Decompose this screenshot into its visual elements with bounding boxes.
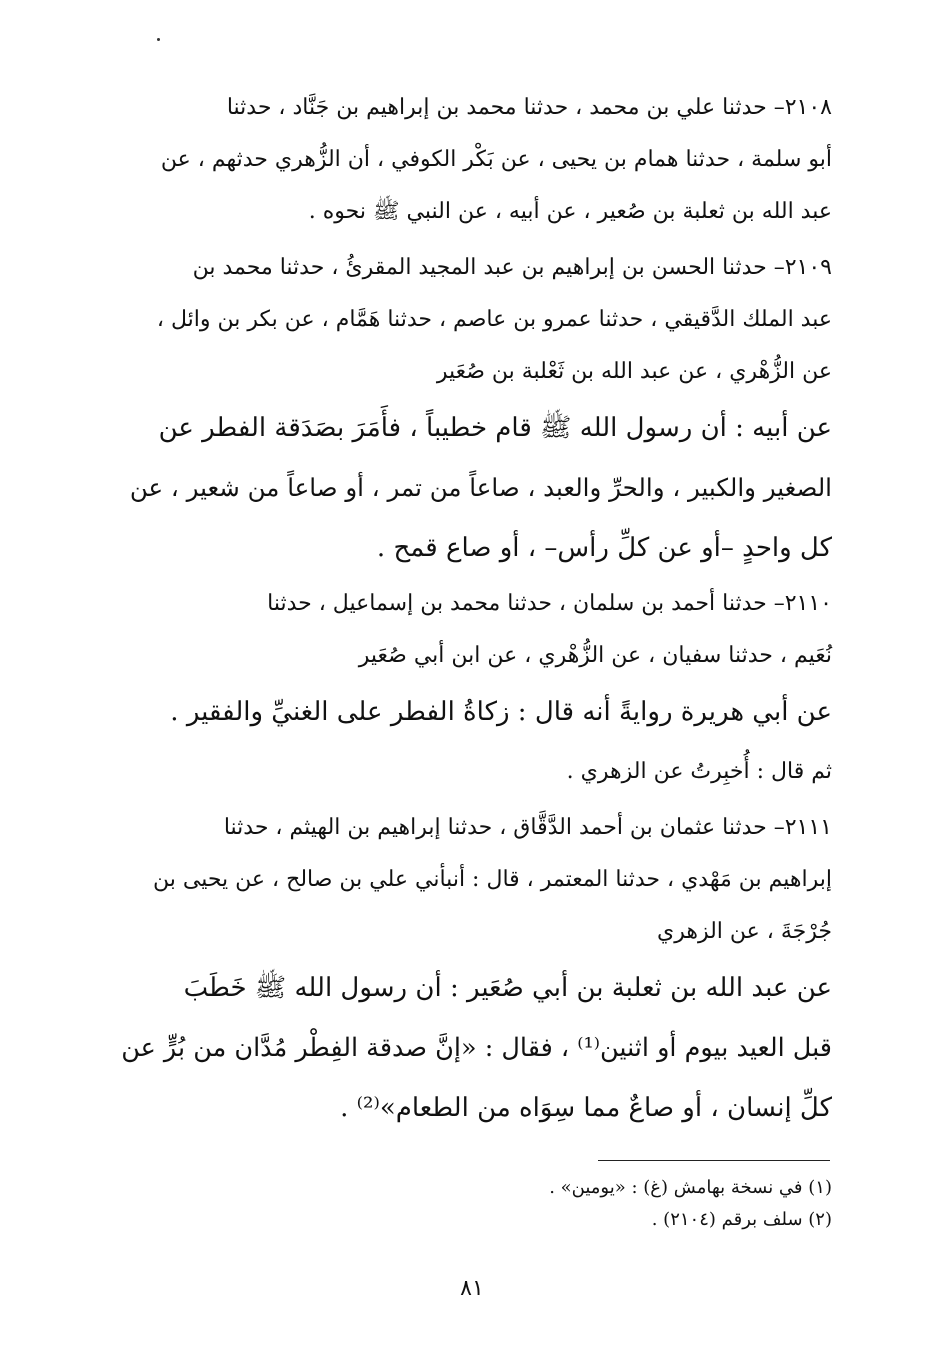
footnote-1: (١) في نسخة بهامش (غ) : «يومين» . (549, 1177, 832, 1198)
hadith-2109-matn (120, 398, 832, 578)
hadith-2109-isnad (120, 242, 832, 398)
text-line: عن عبد الله بن ثعلبة بن أبي صُعَير : أن رسول الله ﷺ خَطَبَ (183, 973, 832, 1003)
hadith-2110-note (120, 746, 832, 798)
hadith-2110-isnad (120, 578, 832, 682)
hadith-2111-matn (120, 958, 832, 1138)
text-line: الصغير والكبير ، والحرِّ والعبد ، صاعاً من تمر ، أو صاعاً من شعير ، عن (129, 473, 832, 502)
page-number: ٨١ (460, 1276, 484, 1301)
hadith-2111-isnad (120, 802, 832, 958)
text-line: ٢١٠٨– حدثنا علي بن محمد ، حدثنا محمد بن إبراهيم بن جَنَّاد ، حدثنا (226, 95, 832, 120)
footnote-2: (٢) سلف برقم (٢١٠٤) . (651, 1209, 832, 1230)
text-line: كل واحدٍ –أو عن كلِّ رأس– ، أو صاع قمح . (376, 533, 832, 563)
text-line: عبد الله بن ثعلبة بن صُعير ، عن أبيه ، عن النبي ﷺ نحوه . (308, 199, 832, 224)
text-line: نُعَيم ، حدثنا سفيان ، عن الزُّهْري ، عن ابن أبي صُعَير (358, 643, 832, 668)
text-line: عبد الملك الدَّقيقي ، حدثنا عمرو بن عاصم ، حدثنا هَمَّام ، عن بكر بن وائل ، (156, 307, 832, 332)
footnote-divider (598, 1160, 830, 1161)
text-line: عن الزُّهْري ، عن عبد الله بن ثَعْلبة بن صُعَير (436, 359, 832, 384)
text-line: قبل العيد بيوم أو اثنين⁽¹⁾ ، فقال : «إنَّ صدقة الفِطْر مُدَّان من بُرٍّ عن (121, 1033, 832, 1063)
text-line: عن أبي هريرة روايةً أنه قال : زكاةُ الفطر على الغنيِّ والفقير . (170, 697, 832, 727)
text-line: جُرْجَةَ ، عن الزهري (656, 919, 832, 944)
text-line: كلِّ إنسان ، أو صاعٌ مما سِوَاه من الطعام»⁽²⁾ . (340, 1093, 832, 1123)
text-line: ٢١١١– حدثنا عثمان بن أحمد الدَّقَّاق ، حدثنا إبراهيم بن الهيثم ، حدثنا (223, 815, 832, 840)
hadith-2108 (120, 82, 832, 238)
scan-speck (157, 38, 160, 41)
hadith-2110-matn (120, 682, 832, 742)
text-line: ثم قال : أُخبِرتُ عن الزهري . (566, 759, 832, 784)
text-line: ٢١١٠– حدثنا أحمد بن سلمان ، حدثنا محمد بن إسماعيل ، حدثنا (267, 591, 832, 616)
text-line: ٢١٠٩– حدثنا الحسن بن إبراهيم بن عبد المجيد المقرئُ ، حدثنا محمد بن (192, 255, 832, 280)
text-line: عن أبيه : أن رسول الله ﷺ قام خطيباً ، فأَمَرَ بصَدَقة الفطر عن (158, 413, 832, 443)
footnotes (300, 1172, 832, 1236)
text-line: أبو سلمة ، حدثنا همام بن يحيى ، عن بَكْر الكوفي ، أن الزُّهري حدثهم ، عن (160, 147, 832, 172)
text-line: إبراهيم بن مَهْدي ، حدثنا المعتمر ، قال : أنبأني علي بن صالح ، عن يحيى بن (153, 867, 832, 892)
